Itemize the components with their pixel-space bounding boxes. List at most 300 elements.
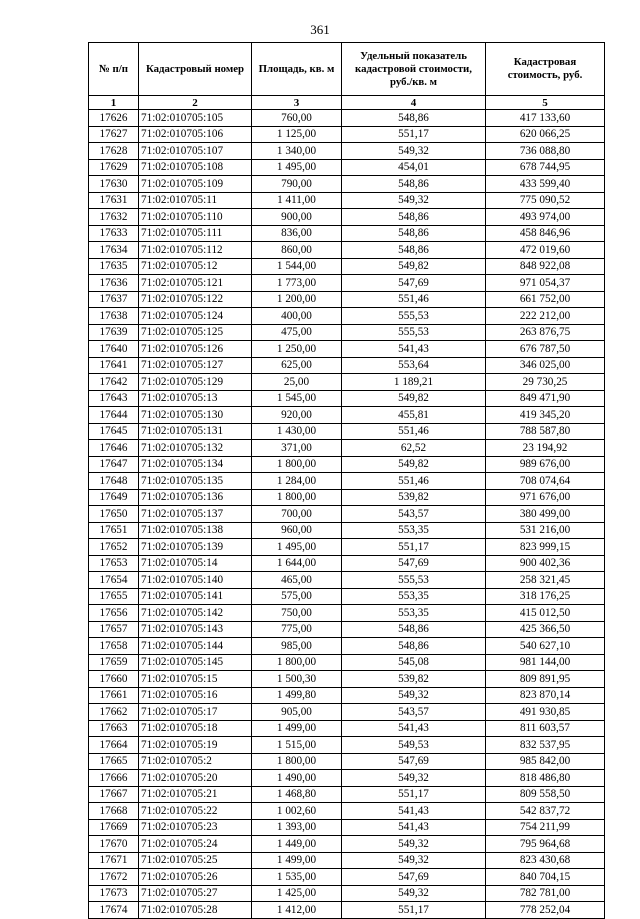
area-cell: 905,00	[252, 704, 342, 721]
unit-rate-cell: 539,82	[342, 489, 486, 506]
table-row	[89, 720, 605, 737]
cadastral-number-cell: 71:02:010705:19	[139, 737, 252, 754]
cadastral-cost-cell: 840 704,15	[486, 869, 605, 886]
row-index-cell: 17657	[89, 621, 139, 638]
row-index-cell: 17632	[89, 209, 139, 226]
unit-rate-cell: 553,35	[342, 605, 486, 622]
unit-rate-cell: 545,08	[342, 654, 486, 671]
cadastral-number-cell: 71:02:010705:24	[139, 836, 252, 853]
table-row	[89, 506, 605, 523]
unit-rate-cell: 551,46	[342, 291, 486, 308]
cadastral-cost-cell: 458 846,96	[486, 225, 605, 242]
table-row	[89, 143, 605, 160]
area-cell: 25,00	[252, 374, 342, 391]
table-row	[89, 638, 605, 655]
row-index-cell: 17652	[89, 539, 139, 556]
area-cell: 1 644,00	[252, 555, 342, 572]
row-index-cell: 17645	[89, 423, 139, 440]
table-row	[89, 473, 605, 490]
area-cell: 1 125,00	[252, 126, 342, 143]
unit-rate-cell: 1 189,21	[342, 374, 486, 391]
row-index-cell: 17658	[89, 638, 139, 655]
cadastral-cost-cell: 971 676,00	[486, 489, 605, 506]
column-number: 5	[486, 96, 605, 110]
cadastral-number-cell: 71:02:010705:28	[139, 902, 252, 919]
row-index-cell: 17667	[89, 786, 139, 803]
cadastral-table	[88, 42, 605, 919]
row-index-cell: 17655	[89, 588, 139, 605]
cadastral-cost-cell: 491 930,85	[486, 704, 605, 721]
unit-rate-cell: 555,53	[342, 572, 486, 589]
unit-rate-cell: 547,69	[342, 555, 486, 572]
area-cell: 575,00	[252, 588, 342, 605]
area-cell: 625,00	[252, 357, 342, 374]
cadastral-number-cell: 71:02:010705:21	[139, 786, 252, 803]
table-row	[89, 489, 605, 506]
cadastral-number-cell: 71:02:010705:122	[139, 291, 252, 308]
table-row	[89, 126, 605, 143]
row-index-cell: 17669	[89, 819, 139, 836]
cadastral-cost-cell: 795 964,68	[486, 836, 605, 853]
area-cell: 775,00	[252, 621, 342, 638]
table-row	[89, 324, 605, 341]
table-row	[89, 605, 605, 622]
row-index-cell: 17630	[89, 176, 139, 193]
cadastral-cost-cell: 823 999,15	[486, 539, 605, 556]
cadastral-number-cell: 71:02:010705:13	[139, 390, 252, 407]
area-cell: 475,00	[252, 324, 342, 341]
cadastral-number-cell: 71:02:010705:108	[139, 159, 252, 176]
unit-rate-cell: 549,82	[342, 390, 486, 407]
area-cell: 1 800,00	[252, 753, 342, 770]
area-cell: 985,00	[252, 638, 342, 655]
cadastral-number-cell: 71:02:010705:144	[139, 638, 252, 655]
area-cell: 1 545,00	[252, 390, 342, 407]
area-cell: 1 250,00	[252, 341, 342, 358]
unit-rate-cell: 549,32	[342, 770, 486, 787]
cadastral-number-cell: 71:02:010705:132	[139, 440, 252, 457]
unit-rate-cell: 548,86	[342, 110, 486, 127]
row-index-cell: 17627	[89, 126, 139, 143]
cadastral-cost-cell: 620 066,25	[486, 126, 605, 143]
cadastral-number-cell: 71:02:010705:107	[139, 143, 252, 160]
table-row	[89, 522, 605, 539]
cadastral-number-cell: 71:02:010705:135	[139, 473, 252, 490]
table-row	[89, 374, 605, 391]
cadastral-cost-cell: 531 216,00	[486, 522, 605, 539]
cadastral-cost-cell: 222 212,00	[486, 308, 605, 325]
unit-rate-cell: 553,64	[342, 357, 486, 374]
unit-rate-cell: 454,01	[342, 159, 486, 176]
unit-rate-cell: 553,35	[342, 588, 486, 605]
cadastral-number-cell: 71:02:010705:138	[139, 522, 252, 539]
cadastral-cost-cell: 981 144,00	[486, 654, 605, 671]
cadastral-cost-cell: 989 676,00	[486, 456, 605, 473]
cadastral-cost-cell: 754 211,99	[486, 819, 605, 836]
cadastral-cost-cell: 346 025,00	[486, 357, 605, 374]
cadastral-number-cell: 71:02:010705:127	[139, 357, 252, 374]
cadastral-cost-cell: 823 870,14	[486, 687, 605, 704]
table-row	[89, 110, 605, 127]
row-index-cell: 17635	[89, 258, 139, 275]
area-cell: 1 412,00	[252, 902, 342, 919]
unit-rate-cell: 548,86	[342, 225, 486, 242]
row-index-cell: 17664	[89, 737, 139, 754]
cadastral-cost-cell: 985 842,00	[486, 753, 605, 770]
cadastral-number-cell: 71:02:010705:106	[139, 126, 252, 143]
table-row	[89, 308, 605, 325]
cadastral-cost-cell: 736 088,80	[486, 143, 605, 160]
unit-rate-cell: 548,86	[342, 176, 486, 193]
area-cell: 1 500,30	[252, 671, 342, 688]
cadastral-cost-cell: 29 730,25	[486, 374, 605, 391]
cadastral-number-cell: 71:02:010705:126	[139, 341, 252, 358]
cadastral-cost-cell: 419 345,20	[486, 407, 605, 424]
row-index-cell: 17662	[89, 704, 139, 721]
cadastral-number-cell: 71:02:010705:112	[139, 242, 252, 259]
cadastral-number-cell: 71:02:010705:18	[139, 720, 252, 737]
area-cell: 760,00	[252, 110, 342, 127]
header-cadastral-cost: Кадастровая стоимость, руб.	[486, 43, 605, 96]
area-cell: 1 430,00	[252, 423, 342, 440]
header-area: Площадь, кв. м	[252, 43, 342, 96]
row-index-cell: 17629	[89, 159, 139, 176]
unit-rate-cell: 541,43	[342, 803, 486, 820]
area-cell: 750,00	[252, 605, 342, 622]
cadastral-cost-cell: 493 974,00	[486, 209, 605, 226]
table-row	[89, 836, 605, 853]
table-row	[89, 539, 605, 556]
unit-rate-cell: 553,35	[342, 522, 486, 539]
cadastral-cost-cell: 900 402,36	[486, 555, 605, 572]
unit-rate-cell: 541,43	[342, 341, 486, 358]
cadastral-number-cell: 71:02:010705:23	[139, 819, 252, 836]
cadastral-number-cell: 71:02:010705:143	[139, 621, 252, 638]
unit-rate-cell: 551,17	[342, 786, 486, 803]
cadastral-cost-cell: 971 054,37	[486, 275, 605, 292]
unit-rate-cell: 547,69	[342, 275, 486, 292]
area-cell: 1 499,00	[252, 852, 342, 869]
table-row	[89, 275, 605, 292]
cadastral-number-cell: 71:02:010705:15	[139, 671, 252, 688]
unit-rate-cell: 549,32	[342, 687, 486, 704]
unit-rate-cell: 62,52	[342, 440, 486, 457]
table-row	[89, 770, 605, 787]
area-cell: 1 340,00	[252, 143, 342, 160]
area-cell: 1 200,00	[252, 291, 342, 308]
table-row	[89, 407, 605, 424]
table-row	[89, 753, 605, 770]
column-number: 1	[89, 96, 139, 110]
header-row	[89, 43, 605, 96]
row-index-cell: 17650	[89, 506, 139, 523]
cadastral-number-cell: 71:02:010705:17	[139, 704, 252, 721]
row-index-cell: 17643	[89, 390, 139, 407]
unit-rate-cell: 455,81	[342, 407, 486, 424]
area-cell: 1 449,00	[252, 836, 342, 853]
unit-rate-cell: 549,32	[342, 192, 486, 209]
area-cell: 1 495,00	[252, 539, 342, 556]
row-index-cell: 17660	[89, 671, 139, 688]
table-row	[89, 440, 605, 457]
row-index-cell: 17661	[89, 687, 139, 704]
unit-rate-cell: 548,86	[342, 621, 486, 638]
area-cell: 700,00	[252, 506, 342, 523]
unit-rate-cell: 547,69	[342, 753, 486, 770]
unit-rate-cell: 555,53	[342, 308, 486, 325]
cadastral-cost-cell: 778 252,04	[486, 902, 605, 919]
table-row	[89, 786, 605, 803]
row-index-cell: 17634	[89, 242, 139, 259]
table-row	[89, 819, 605, 836]
table-row	[89, 852, 605, 869]
cadastral-cost-cell: 849 471,90	[486, 390, 605, 407]
area-cell: 1 544,00	[252, 258, 342, 275]
area-cell: 836,00	[252, 225, 342, 242]
area-cell: 400,00	[252, 308, 342, 325]
table-row	[89, 176, 605, 193]
cadastral-cost-cell: 848 922,08	[486, 258, 605, 275]
table-row	[89, 291, 605, 308]
cadastral-number-cell: 71:02:010705:14	[139, 555, 252, 572]
row-index-cell: 17644	[89, 407, 139, 424]
row-index-cell: 17631	[89, 192, 139, 209]
cadastral-number-cell: 71:02:010705:26	[139, 869, 252, 886]
cadastral-number-cell: 71:02:010705:141	[139, 588, 252, 605]
area-cell: 790,00	[252, 176, 342, 193]
column-number: 3	[252, 96, 342, 110]
cadastral-number-cell: 71:02:010705:124	[139, 308, 252, 325]
unit-rate-cell: 549,32	[342, 885, 486, 902]
cadastral-number-cell: 71:02:010705:145	[139, 654, 252, 671]
cadastral-cost-cell: 661 752,00	[486, 291, 605, 308]
unit-rate-cell: 549,53	[342, 737, 486, 754]
row-index-cell: 17663	[89, 720, 139, 737]
unit-rate-cell: 555,53	[342, 324, 486, 341]
table-row	[89, 885, 605, 902]
table-row	[89, 737, 605, 754]
cadastral-cost-cell: 258 321,45	[486, 572, 605, 589]
area-cell: 1 499,00	[252, 720, 342, 737]
cadastral-cost-cell: 823 430,68	[486, 852, 605, 869]
row-index-cell: 17673	[89, 885, 139, 902]
unit-rate-cell: 549,32	[342, 143, 486, 160]
area-cell: 1 515,00	[252, 737, 342, 754]
cadastral-number-cell: 71:02:010705:142	[139, 605, 252, 622]
unit-rate-cell: 548,86	[342, 638, 486, 655]
area-cell: 1 800,00	[252, 456, 342, 473]
column-number: 4	[342, 96, 486, 110]
table-row	[89, 572, 605, 589]
cadastral-cost-cell: 425 366,50	[486, 621, 605, 638]
row-index-cell: 17668	[89, 803, 139, 820]
area-cell: 465,00	[252, 572, 342, 589]
cadastral-number-cell: 71:02:010705:12	[139, 258, 252, 275]
cadastral-number-cell: 71:02:010705:16	[139, 687, 252, 704]
column-number-row	[89, 96, 605, 110]
area-cell: 1 499,80	[252, 687, 342, 704]
table-row	[89, 869, 605, 886]
area-cell: 1 800,00	[252, 489, 342, 506]
cadastral-number-cell: 71:02:010705:129	[139, 374, 252, 391]
header-unit-rate: Удельный показатель кадастровой стоимости, руб./кв. м	[342, 43, 486, 96]
unit-rate-cell: 549,82	[342, 456, 486, 473]
area-cell: 1 411,00	[252, 192, 342, 209]
row-index-cell: 17633	[89, 225, 139, 242]
row-index-cell: 17639	[89, 324, 139, 341]
row-index-cell: 17646	[89, 440, 139, 457]
row-index-cell: 17642	[89, 374, 139, 391]
row-index-cell: 17636	[89, 275, 139, 292]
cadastral-number-cell: 71:02:010705:139	[139, 539, 252, 556]
row-index-cell: 17670	[89, 836, 139, 853]
unit-rate-cell: 551,17	[342, 902, 486, 919]
table-row	[89, 390, 605, 407]
unit-rate-cell: 551,46	[342, 473, 486, 490]
table-row	[89, 209, 605, 226]
cadastral-number-cell: 71:02:010705:134	[139, 456, 252, 473]
table-row	[89, 555, 605, 572]
area-cell: 1 393,00	[252, 819, 342, 836]
table-row	[89, 242, 605, 259]
cadastral-cost-cell: 415 012,50	[486, 605, 605, 622]
table-row	[89, 341, 605, 358]
row-index-cell: 17671	[89, 852, 139, 869]
row-index-cell: 17659	[89, 654, 139, 671]
header-cadastral-number: Кадастровый номер	[139, 43, 252, 96]
row-index-cell: 17626	[89, 110, 139, 127]
table-body	[89, 110, 605, 919]
unit-rate-cell: 539,82	[342, 671, 486, 688]
cadastral-number-cell: 71:02:010705:105	[139, 110, 252, 127]
cadastral-cost-cell: 540 627,10	[486, 638, 605, 655]
header-index: № п/п	[89, 43, 139, 96]
table-row	[89, 588, 605, 605]
cadastral-number-cell: 71:02:010705:140	[139, 572, 252, 589]
table-row	[89, 225, 605, 242]
cadastral-cost-cell: 380 499,00	[486, 506, 605, 523]
table-row	[89, 456, 605, 473]
unit-rate-cell: 548,86	[342, 209, 486, 226]
cadastral-cost-cell: 318 176,25	[486, 588, 605, 605]
area-cell: 371,00	[252, 440, 342, 457]
row-index-cell: 17638	[89, 308, 139, 325]
area-cell: 900,00	[252, 209, 342, 226]
cadastral-number-cell: 71:02:010705:109	[139, 176, 252, 193]
unit-rate-cell: 543,57	[342, 506, 486, 523]
cadastral-number-cell: 71:02:010705:130	[139, 407, 252, 424]
cadastral-number-cell: 71:02:010705:131	[139, 423, 252, 440]
table-row	[89, 654, 605, 671]
cadastral-number-cell: 71:02:010705:2	[139, 753, 252, 770]
row-index-cell: 17628	[89, 143, 139, 160]
area-cell: 1 800,00	[252, 654, 342, 671]
row-index-cell: 17654	[89, 572, 139, 589]
row-index-cell: 17640	[89, 341, 139, 358]
page-number: 361	[310, 22, 330, 37]
area-cell: 1 002,60	[252, 803, 342, 820]
area-cell: 1 284,00	[252, 473, 342, 490]
area-cell: 960,00	[252, 522, 342, 539]
cadastral-cost-cell: 708 074,64	[486, 473, 605, 490]
cadastral-cost-cell: 788 587,80	[486, 423, 605, 440]
row-index-cell: 17641	[89, 357, 139, 374]
cadastral-number-cell: 71:02:010705:137	[139, 506, 252, 523]
area-cell: 1 773,00	[252, 275, 342, 292]
cadastral-number-cell: 71:02:010705:121	[139, 275, 252, 292]
area-cell: 860,00	[252, 242, 342, 259]
cadastral-cost-cell: 263 876,75	[486, 324, 605, 341]
cadastral-number-cell: 71:02:010705:136	[139, 489, 252, 506]
row-index-cell: 17656	[89, 605, 139, 622]
cadastral-cost-cell: 676 787,50	[486, 341, 605, 358]
cadastral-cost-cell: 472 019,60	[486, 242, 605, 259]
cadastral-cost-cell: 809 891,95	[486, 671, 605, 688]
area-cell: 1 490,00	[252, 770, 342, 787]
table-row	[89, 357, 605, 374]
unit-rate-cell: 541,43	[342, 819, 486, 836]
area-cell: 1 468,80	[252, 786, 342, 803]
unit-rate-cell: 549,82	[342, 258, 486, 275]
area-cell: 1 535,00	[252, 869, 342, 886]
row-index-cell: 17637	[89, 291, 139, 308]
unit-rate-cell: 551,46	[342, 423, 486, 440]
table-row	[89, 192, 605, 209]
cadastral-cost-cell: 678 744,95	[486, 159, 605, 176]
cadastral-number-cell: 71:02:010705:111	[139, 225, 252, 242]
cadastral-cost-cell: 775 090,52	[486, 192, 605, 209]
cadastral-number-cell: 71:02:010705:25	[139, 852, 252, 869]
row-index-cell: 17649	[89, 489, 139, 506]
row-index-cell: 17665	[89, 753, 139, 770]
table-row	[89, 902, 605, 919]
row-index-cell: 17653	[89, 555, 139, 572]
table-row	[89, 159, 605, 176]
unit-rate-cell: 547,69	[342, 869, 486, 886]
column-number: 2	[139, 96, 252, 110]
area-cell: 1 425,00	[252, 885, 342, 902]
cadastral-cost-cell: 809 558,50	[486, 786, 605, 803]
unit-rate-cell: 549,32	[342, 836, 486, 853]
table-row	[89, 258, 605, 275]
cadastral-cost-cell: 782 781,00	[486, 885, 605, 902]
cadastral-number-cell: 71:02:010705:27	[139, 885, 252, 902]
row-index-cell: 17647	[89, 456, 139, 473]
unit-rate-cell: 541,43	[342, 720, 486, 737]
cadastral-cost-cell: 417 133,60	[486, 110, 605, 127]
table-row	[89, 621, 605, 638]
unit-rate-cell: 548,86	[342, 242, 486, 259]
cadastral-cost-cell: 811 603,57	[486, 720, 605, 737]
unit-rate-cell: 551,17	[342, 539, 486, 556]
cadastral-cost-cell: 23 194,92	[486, 440, 605, 457]
table-row	[89, 704, 605, 721]
table-row	[89, 671, 605, 688]
row-index-cell: 17651	[89, 522, 139, 539]
unit-rate-cell: 551,17	[342, 126, 486, 143]
cadastral-cost-cell: 818 486,80	[486, 770, 605, 787]
unit-rate-cell: 543,57	[342, 704, 486, 721]
cadastral-number-cell: 71:02:010705:22	[139, 803, 252, 820]
cadastral-number-cell: 71:02:010705:20	[139, 770, 252, 787]
table-row	[89, 803, 605, 820]
cadastral-number-cell: 71:02:010705:110	[139, 209, 252, 226]
cadastral-cost-cell: 542 837,72	[486, 803, 605, 820]
row-index-cell: 17666	[89, 770, 139, 787]
cadastral-cost-cell: 832 537,95	[486, 737, 605, 754]
cadastral-number-cell: 71:02:010705:11	[139, 192, 252, 209]
row-index-cell: 17648	[89, 473, 139, 490]
